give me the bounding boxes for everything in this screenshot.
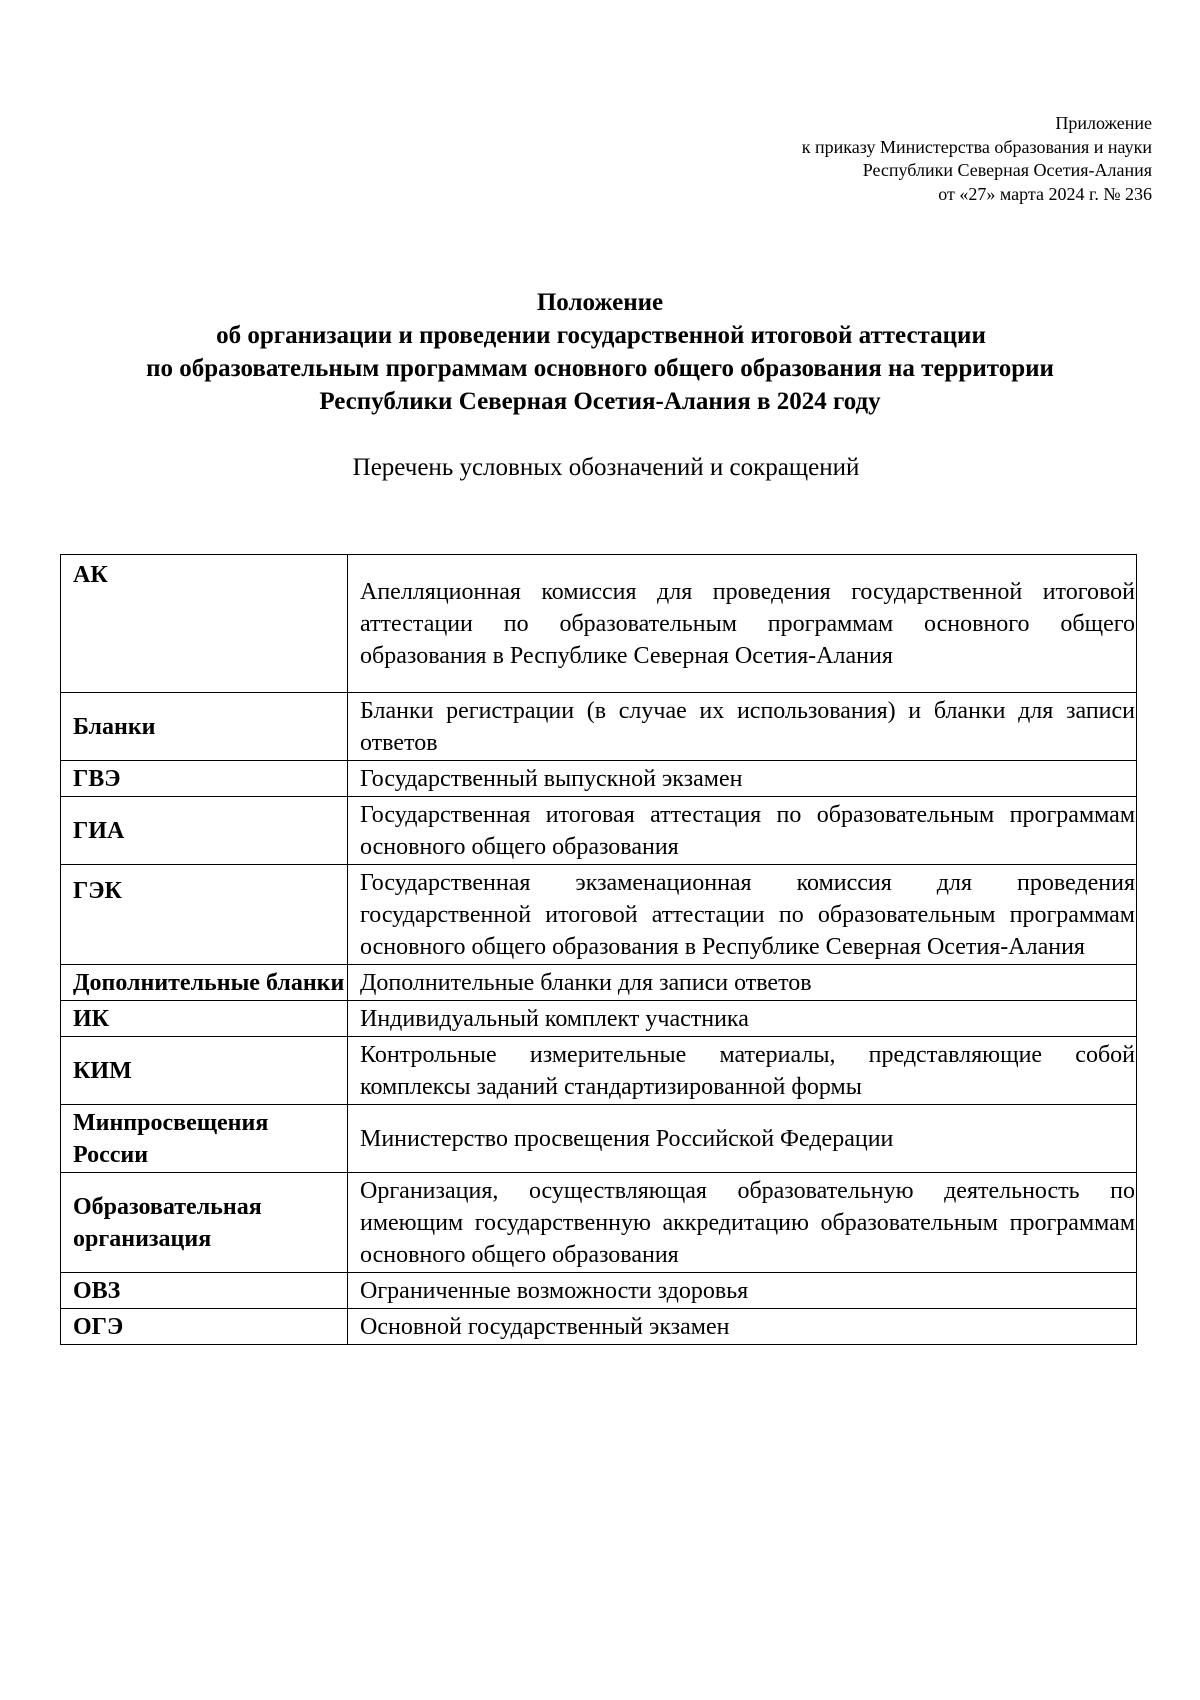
abbreviation-definition: Министерство просвещения Российской Федерации [348, 1105, 1137, 1173]
abbreviation-term: Дополнительные бланки [61, 965, 348, 1001]
table-row [61, 1309, 1137, 1345]
appendix-reference [452, 112, 1152, 206]
abbreviation-term: Бланки [61, 693, 348, 761]
abbreviation-definition: Организация, осуществляющая образовательную деятельность по имеющим государственную аккредитацию образовательным программам основного общего образования [348, 1173, 1137, 1273]
abbreviation-term: ИК [61, 1001, 348, 1037]
table-row [61, 761, 1137, 797]
abbreviation-term: ГИА [61, 797, 348, 865]
abbreviation-definition: Государственный выпускной экзамен [348, 761, 1137, 797]
abbreviation-definition: Индивидуальный комплект участника [348, 1001, 1137, 1037]
abbreviations-table [60, 554, 1137, 1345]
abbreviation-definition: Апелляционная комиссия для проведения государственной итоговой аттестации по образовательным программам основного общего образования в Республике Северная Осетия-Алания [348, 555, 1137, 693]
abbreviation-term: Минпросвещения России [61, 1105, 348, 1173]
appendix-line: Республики Северная Осетия-Алания [862, 160, 1152, 180]
abbreviation-definition: Ограниченные возможности здоровья [348, 1273, 1137, 1309]
table-row [61, 1037, 1137, 1105]
table-row [61, 865, 1137, 965]
abbreviation-definition: Основной государственный экзамен [348, 1309, 1137, 1345]
abbreviation-term: ОГЭ [61, 1309, 348, 1345]
table-row [61, 1001, 1137, 1037]
table-row [61, 1173, 1137, 1273]
appendix-line: от «27» марта 2024 г. № 236 [938, 183, 1152, 204]
appendix-line: Приложение [1055, 113, 1152, 133]
title-line: об организации и проведении государственной итоговой аттестации [216, 322, 986, 349]
table-row [61, 797, 1137, 865]
abbreviation-term: Образовательная организация [61, 1173, 348, 1273]
table-row [61, 965, 1137, 1001]
title-line: по образовательным программам основного общего образования на территории [146, 355, 1054, 382]
document-title [40, 286, 1160, 418]
abbreviation-definition: Бланки регистрации (в случае их использования) и бланки для записи ответов [348, 693, 1137, 761]
abbreviation-definition: Государственная экзаменационная комиссия для проведения государственной итоговой аттестации по образовательным программам основного общего образования в Республике Северная Осетия-Алания [348, 865, 1137, 965]
table-row [61, 693, 1137, 761]
abbreviation-term: ГЭК [61, 865, 348, 965]
table-row [61, 1273, 1137, 1309]
abbreviation-definition: Дополнительные бланки для записи ответов [348, 965, 1137, 1001]
table-row [61, 555, 1137, 693]
abbreviation-term: ГВЭ [61, 761, 348, 797]
document-subtitle: Перечень условных обозначений и сокращений [352, 454, 860, 481]
abbreviation-definition: Контрольные измерительные материалы, представляющие собой комплексы заданий стандартизированной формы [348, 1037, 1137, 1105]
abbreviation-term: КИМ [61, 1037, 348, 1105]
table-row [61, 1105, 1137, 1173]
abbreviation-term: ОВЗ [61, 1273, 348, 1309]
appendix-line: к приказу Министерства образования и науки [801, 136, 1152, 157]
abbreviation-definition: Государственная итоговая аттестация по образовательным программам основного общего образования [348, 797, 1137, 865]
abbreviation-term: АК [61, 555, 348, 693]
title-line: Положение [536, 289, 664, 316]
title-line: Республики Северная Осетия-Алания в 2024 году [319, 388, 881, 415]
